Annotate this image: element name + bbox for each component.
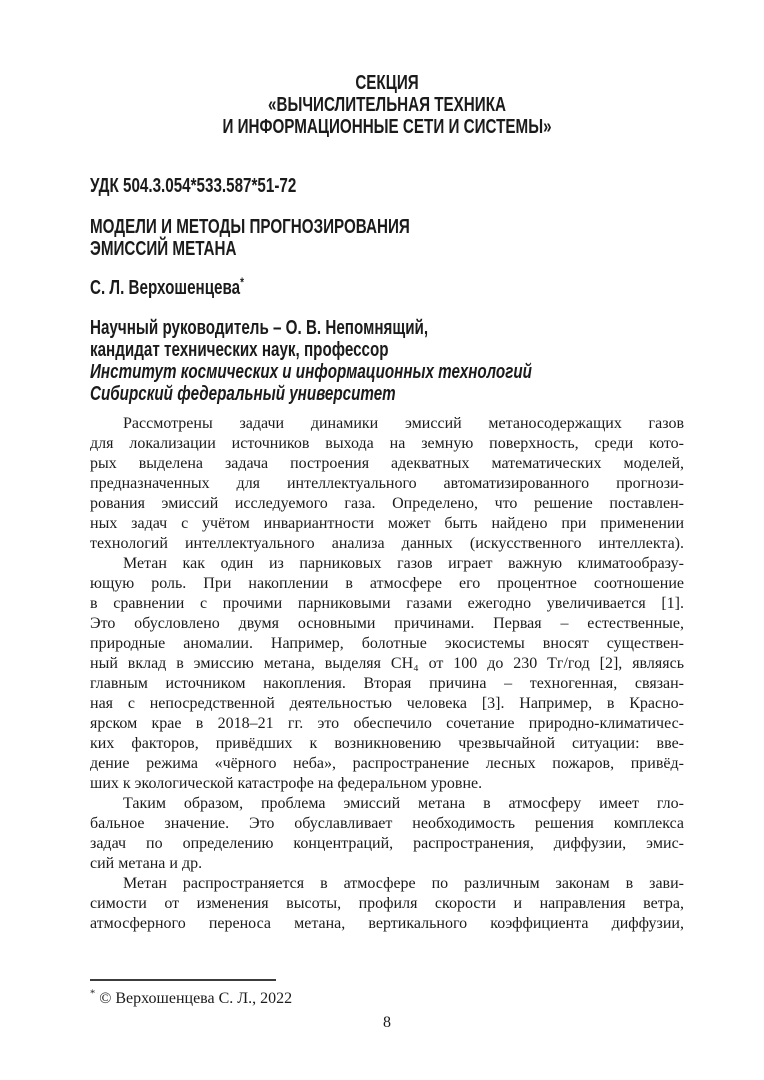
author-name-line (90, 274, 244, 299)
text-line: ющую роль. При накоплении в атмосфере его процентное соотношение (90, 575, 684, 592)
text-line: Таким образом, проблема эмиссий метана в атмосферу имеет гло- (123, 795, 684, 812)
supervisor-line: кандидат технических наук, профессор (90, 339, 389, 361)
text-line: природные аномалии. Например, болотные экосистемы вносят существен- (90, 635, 684, 652)
text-line: рования эмиссий исследуемого газа. Определено, что решение поставлен- (90, 495, 684, 512)
body-paragraph (90, 794, 684, 874)
section-header-line: «ВЫЧИСЛИТЕЛЬНАЯ ТЕХНИКА (268, 94, 506, 116)
footnote-mark: * (90, 988, 96, 1000)
section-header (90, 72, 684, 138)
text-line: для локализации источников выхода на земную поверхность, среди кото- (90, 435, 684, 452)
supervisor-line: Научный руководитель – О. В. Непомнящий, (90, 317, 429, 339)
text-line: ших к экологической катастрофе на федеральном уровне. (90, 775, 483, 792)
affiliation-line: Сибирский федеральный университет (90, 383, 396, 405)
article-title (90, 216, 511, 260)
text-line: Метан как один из парниковых газов играет важную климатообразу- (123, 555, 684, 572)
text-line: главным источником накопления. Вторая причина – техногенная, связан- (90, 675, 684, 692)
section-header-line: И ИНФОРМАЦИОННЫЕ СЕТИ И СИСТЕМЫ» (222, 116, 552, 138)
supervisor-block (90, 317, 535, 361)
page-number: 8 (383, 1014, 391, 1031)
author-footnote-mark: * (240, 274, 244, 290)
text-line: задач по определению концентраций, распространения, диффузии, эмис- (90, 835, 684, 852)
author-name-text: С. Л. Верхошенцева (90, 277, 241, 299)
text-line: ный вклад в эмиссию метана, выделяя CH₄ от 100 до 230 Тг/год [2], являясь (90, 655, 684, 672)
text-line: ных задач с учётом инвариантности может быть найдено при применении (90, 515, 684, 532)
text-line: в сравнении с прочими парниковыми газами ежегодно увеличивается [1]. (90, 595, 684, 612)
text-line: ная с непосредственной деятельностью человека [3]. Например, в Красно- (90, 695, 684, 712)
section-header-line: СЕКЦИЯ (355, 72, 419, 94)
text-line: предназначенных для интеллектуального автоматизированного прогнози- (90, 475, 684, 492)
text-line: технологий интеллектуального анализа данных (искусственного интеллекта). (90, 535, 684, 552)
article-title-line: МОДЕЛИ И МЕТОДЫ ПРОГНОЗИРОВАНИЯ (90, 216, 410, 238)
abstract-paragraph (90, 414, 684, 554)
udc-code (90, 175, 361, 197)
text-line: Это обусловлено двумя основными причинами. Первая – естественные, (90, 615, 684, 632)
affiliation-block (90, 361, 671, 405)
text-line: дение режима «чёрного неба», распространение лесных пожаров, привёд- (90, 755, 684, 772)
text-line: Метан распространяется в атмосфере по различным законам в зави- (123, 875, 684, 892)
text-line: симости от изменения высоты, профиля скорости и направления ветра, (90, 895, 684, 912)
body-paragraph (90, 874, 684, 934)
text-line: ких факторов, привёдших к возникновению чрезвычайной ситуации: вве- (90, 735, 684, 752)
footnote-separator (90, 979, 276, 981)
text-line: атмосферного переноса метана, вертикального коэффициента диффузии, (90, 915, 684, 932)
text-line: ярском крае в 2018–21 гг. это обеспечило сочетание природно-климатичес- (90, 715, 684, 732)
footnote-text: © Верхошенцева С. Л., 2022 (99, 990, 293, 1007)
text-line: Рассмотрены задачи динамики эмиссий метаносодержащих газов (123, 415, 684, 432)
text-line: сий метана и др. (90, 855, 203, 872)
udc-code-text: УДК 504.3.054*533.587*51-72 (90, 175, 297, 197)
footnote (90, 989, 292, 1009)
author-name (90, 274, 293, 299)
text-line: бальное значение. Это обуславливает необходимость решения комплекса (90, 815, 684, 832)
article-body (90, 414, 684, 934)
article-title-line: ЭМИССИЙ МЕТАНА (90, 238, 237, 260)
text-line: рых выделена задача построения адекватных математических моделей, (90, 455, 684, 472)
body-paragraph (90, 554, 684, 794)
affiliation-line: Институт космических и информационных технологий (90, 361, 532, 383)
